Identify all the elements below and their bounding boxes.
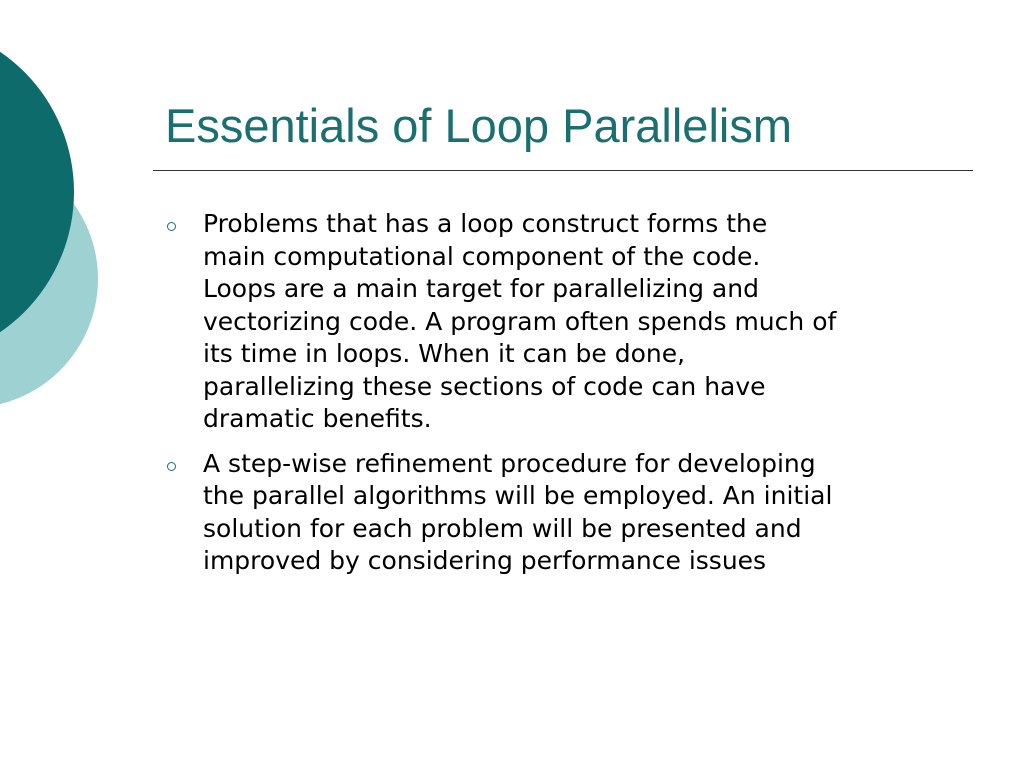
bullet-line: main computational component of the code.: [203, 241, 761, 271]
bullet-line: dramatic benefits.: [203, 404, 432, 433]
bullet-line: A step-wise refinement procedure for developing: [203, 448, 816, 478]
bullet-line: improved by considering performance issues: [203, 546, 767, 575]
title-divider: [153, 170, 973, 171]
hollow-circle-bullet-icon: [167, 222, 176, 231]
slide-title: Essentials of Loop Parallelism: [165, 99, 792, 152]
bullet-item: [164, 208, 964, 436]
bullet-line: its time in loops. When it can be done,: [203, 339, 686, 368]
bullet-line: the parallel algorithms will be employed. An initial: [203, 481, 833, 510]
bullet-line: solution for each problem will be presented and: [203, 513, 802, 543]
hollow-circle-bullet-icon: [167, 462, 176, 471]
bullet-item: [164, 448, 964, 578]
bullet-line: Problems that has a loop construct forms the: [203, 209, 768, 238]
bullet-line: parallelizing these sections of code can have: [203, 371, 766, 401]
bullet-line: vectorizing code. A program often spends much of: [203, 306, 837, 336]
bullet-list: [164, 208, 964, 590]
bullet-line: Loops are a main target for parallelizing and: [203, 274, 759, 303]
